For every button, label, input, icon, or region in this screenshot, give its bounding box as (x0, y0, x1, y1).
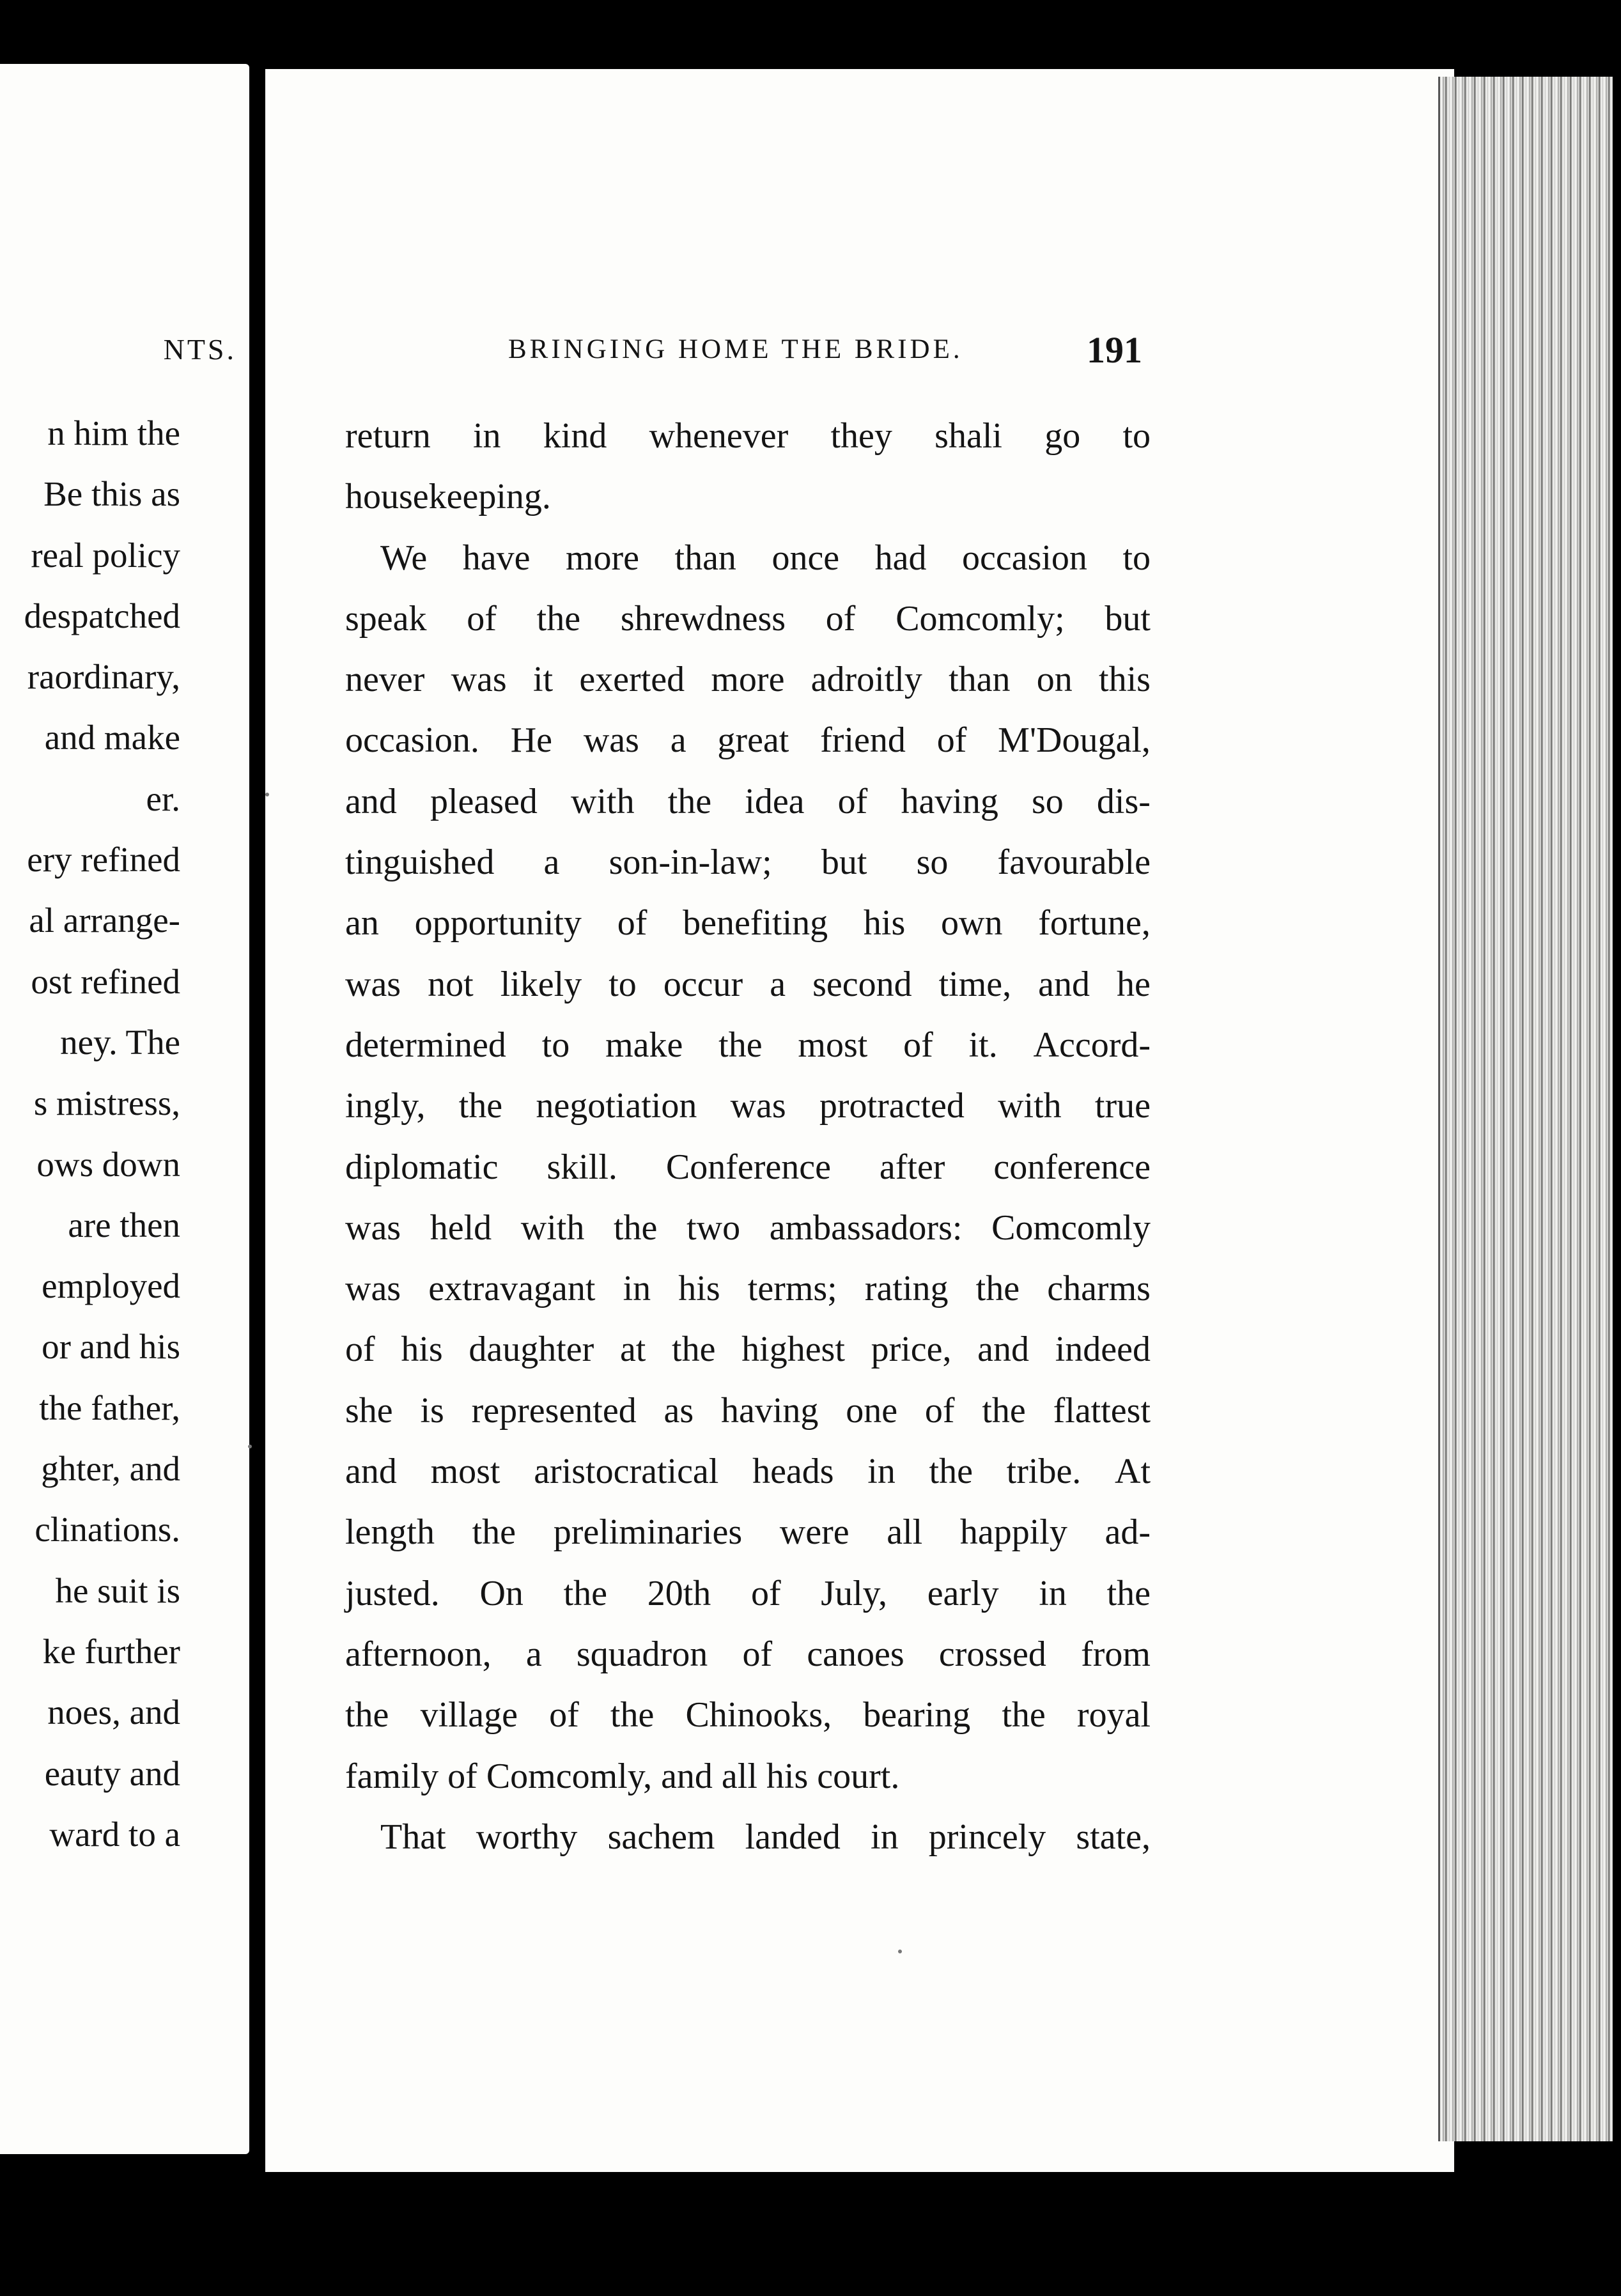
word: happily (959, 1512, 1067, 1553)
text-line (345, 1198, 1151, 1259)
word: village (420, 1695, 518, 1735)
word: ad- (1105, 1512, 1151, 1553)
word: canoes (807, 1634, 904, 1674)
word: terms; (747, 1269, 837, 1309)
word: determined (345, 1025, 506, 1065)
text-line (345, 589, 1151, 649)
left-line: clinations. (35, 1510, 180, 1549)
text-line (345, 893, 1151, 954)
word: true (1094, 1086, 1151, 1126)
left-line: er. (146, 779, 180, 818)
word: an (345, 903, 379, 943)
word: occasion (962, 538, 1087, 578)
word: justed. (345, 1573, 440, 1613)
word: was (583, 720, 639, 761)
word: have (462, 538, 531, 578)
left-line: ghter, and (41, 1449, 180, 1489)
word: never (345, 660, 425, 700)
word: M'Dougal, (998, 720, 1151, 761)
word: aristocratical (534, 1452, 719, 1492)
word: indeed (1055, 1330, 1151, 1370)
word: than (949, 660, 1011, 700)
word: We (380, 538, 428, 578)
word: state, (1076, 1817, 1151, 1857)
left-line: ows down (36, 1144, 180, 1184)
word: occasion. (345, 720, 479, 761)
word: crossed (938, 1634, 1046, 1674)
word: of (837, 781, 868, 821)
word: diplomatic (345, 1147, 499, 1187)
word: but (821, 842, 867, 883)
word: friend (820, 720, 906, 761)
word: as (663, 1390, 694, 1431)
word: landed (745, 1817, 841, 1857)
text-line (345, 1381, 1151, 1441)
word: was (345, 1269, 401, 1309)
word: it (532, 660, 554, 700)
word: in (472, 416, 501, 456)
left-line: are then (68, 1205, 180, 1245)
word: shali (935, 416, 1002, 456)
word: kind (543, 416, 607, 456)
word: son-in-law; (609, 842, 772, 883)
text-line (345, 1807, 1151, 1868)
word: a (543, 842, 560, 883)
left-line: and make (44, 718, 180, 757)
text-line (345, 406, 1151, 467)
word: of (825, 598, 856, 639)
word: to (1122, 416, 1151, 456)
text-line (345, 954, 1151, 1015)
word: not (428, 964, 474, 1004)
word: princely (928, 1817, 1046, 1857)
paper-speck (248, 1445, 252, 1448)
word: his (863, 903, 906, 943)
left-page (0, 64, 249, 2154)
text-line (345, 832, 1151, 893)
word: a (770, 964, 786, 1004)
word: the (718, 1025, 763, 1065)
left-line: ward to a (49, 1814, 180, 1854)
left-line: s mistress, (33, 1083, 180, 1123)
word: he (1117, 964, 1151, 1004)
word: second (812, 964, 912, 1004)
word: to (1122, 538, 1151, 578)
word: it. (968, 1025, 998, 1065)
word: heads (752, 1452, 834, 1492)
word: great (717, 720, 789, 761)
word: flattest (1053, 1390, 1151, 1431)
word: and (977, 1330, 1030, 1370)
word: protracted (819, 1086, 965, 1126)
word: on (1036, 660, 1073, 700)
left-line: real policy (31, 535, 180, 575)
word: ingly, (345, 1086, 426, 1126)
text-line (345, 649, 1151, 710)
left-line: noes, and (47, 1693, 180, 1732)
word: At (1115, 1452, 1151, 1492)
word: Chinooks, (685, 1695, 832, 1735)
word: held (430, 1207, 492, 1248)
word: more (711, 660, 785, 700)
word: conference (993, 1147, 1151, 1187)
text-line (345, 1746, 1151, 1807)
word: of (924, 1390, 955, 1431)
word: was (345, 1207, 401, 1248)
left-line: ney. The (60, 1022, 180, 1062)
word: ambassadors: (769, 1207, 963, 1248)
paper-speck (265, 793, 269, 796)
word: a (670, 720, 686, 761)
word: with (571, 781, 635, 821)
word: than (674, 538, 736, 578)
word: his (401, 1330, 443, 1370)
left-line: despatched (24, 596, 180, 635)
word: in (867, 1452, 896, 1492)
word: preliminaries (553, 1512, 743, 1553)
word: daughter (469, 1330, 594, 1370)
left-line: ery refined (27, 840, 180, 880)
word: of (903, 1025, 933, 1065)
text-line (345, 772, 1151, 832)
word: in (871, 1817, 899, 1857)
word: shrewdness (620, 598, 786, 639)
word: was (730, 1086, 786, 1126)
word: was (451, 660, 507, 700)
line-text: family of Comcomly, and all his court. (345, 1756, 900, 1796)
left-running-head: NTS. (163, 333, 237, 366)
text-line (345, 1319, 1151, 1380)
word: of (549, 1695, 579, 1735)
word: dis- (1096, 781, 1151, 821)
word: length (345, 1512, 435, 1553)
word: opportunity (414, 903, 582, 943)
word: Comcomly (991, 1207, 1151, 1248)
word: tribe. (1006, 1452, 1082, 1492)
word: the (982, 1390, 1026, 1431)
word: his (678, 1269, 720, 1309)
word: the (975, 1269, 1020, 1309)
word: the (458, 1086, 503, 1126)
word: of (345, 1330, 375, 1370)
word: so (916, 842, 949, 883)
word: sachem (607, 1817, 715, 1857)
text-line (345, 1259, 1151, 1319)
word: exerted (579, 660, 685, 700)
word: go (1044, 416, 1081, 456)
text-line (345, 528, 1151, 589)
word: On (479, 1573, 524, 1613)
word: having (721, 1390, 819, 1431)
text-line (345, 1563, 1151, 1624)
word: once (772, 538, 840, 578)
word: idea (745, 781, 805, 821)
word: fortune, (1038, 903, 1151, 943)
word: the (929, 1452, 973, 1492)
word: were (779, 1512, 849, 1553)
word: afternoon, (345, 1634, 492, 1674)
page-edges (1438, 77, 1613, 2141)
word: occur (663, 964, 743, 1004)
word: the (536, 598, 581, 639)
word: one (846, 1390, 898, 1431)
text-line (345, 1502, 1151, 1563)
word: own (941, 903, 1003, 943)
word: charms (1047, 1269, 1151, 1309)
word: adroitly (810, 660, 922, 700)
left-line: employed (42, 1266, 180, 1306)
word: all (887, 1512, 923, 1553)
word: the (563, 1573, 608, 1613)
word: negotiation (536, 1086, 697, 1126)
paper-speck (898, 1950, 902, 1953)
word: and (345, 781, 397, 821)
word: That (380, 1817, 446, 1857)
word: Comcomly; (896, 598, 1065, 639)
word: squadron (576, 1634, 708, 1674)
running-head: BRINGING HOME THE BRIDE. (508, 334, 963, 364)
word: is (420, 1390, 444, 1431)
word: two (686, 1207, 741, 1248)
word: early (927, 1573, 999, 1613)
word: likely (500, 964, 582, 1004)
word: worthy (476, 1817, 578, 1857)
word: from (1081, 1634, 1151, 1674)
word: whenever (649, 416, 789, 456)
word: of (936, 720, 967, 761)
word: the (1106, 1573, 1151, 1613)
word: He (510, 720, 553, 761)
word: a (525, 1634, 542, 1674)
word: of (617, 903, 648, 943)
word: was (345, 964, 401, 1004)
word: at (619, 1330, 646, 1370)
word: the (614, 1207, 658, 1248)
word: she (345, 1390, 393, 1431)
word: after (879, 1147, 945, 1187)
word: had (874, 538, 927, 578)
text-line (345, 710, 1151, 771)
word: with (520, 1207, 585, 1248)
word: Accord- (1033, 1025, 1151, 1065)
word: the (345, 1695, 389, 1735)
left-line: or and his (42, 1327, 180, 1367)
text-line (345, 467, 1151, 527)
right-text-block (345, 406, 1151, 1868)
text-line (345, 1137, 1151, 1198)
word: royal (1076, 1695, 1151, 1735)
left-text-block (0, 403, 180, 1865)
word: and (1038, 964, 1090, 1004)
word: of (750, 1573, 781, 1613)
text-line (345, 1624, 1151, 1685)
left-line: raordinary, (27, 657, 180, 697)
word: pleased (430, 781, 538, 821)
word: 20th (647, 1573, 711, 1613)
left-line: he suit is (55, 1571, 180, 1610)
left-line: the father, (39, 1388, 180, 1427)
left-line: al arrange- (29, 901, 180, 940)
word: July, (821, 1573, 888, 1613)
word: but (1105, 598, 1151, 639)
word: the (1002, 1695, 1046, 1735)
left-line: n him the (47, 414, 180, 453)
word: in (1039, 1573, 1067, 1613)
word: skill. (547, 1147, 617, 1187)
word: Conference (665, 1147, 831, 1187)
text-line (345, 1441, 1151, 1502)
word: bearing (863, 1695, 971, 1735)
line-text: housekeeping. (345, 477, 551, 517)
word: to (541, 1025, 570, 1065)
word: the (667, 781, 712, 821)
text-line (345, 1076, 1151, 1136)
word: this (1099, 660, 1151, 700)
word: most (430, 1452, 500, 1492)
text-line (345, 1685, 1151, 1746)
word: rating (864, 1269, 949, 1309)
word: time, (938, 964, 1012, 1004)
left-line: ke further (42, 1631, 180, 1671)
word: benefiting (683, 903, 828, 943)
word: having (901, 781, 998, 821)
word: favourable (997, 842, 1151, 883)
word: with (998, 1086, 1062, 1126)
word: make (605, 1025, 683, 1065)
word: of (742, 1634, 773, 1674)
word: highest (741, 1330, 845, 1370)
word: the (672, 1330, 716, 1370)
page-number: 191 (1087, 329, 1142, 371)
word: and (345, 1452, 397, 1492)
word: speak (345, 598, 427, 639)
word: extravagant (428, 1269, 596, 1309)
word: in (623, 1269, 651, 1309)
text-line (345, 1015, 1151, 1076)
word: so (1032, 781, 1064, 821)
word: they (830, 416, 892, 456)
word: the (472, 1512, 516, 1553)
word: of (467, 598, 497, 639)
word: represented (471, 1390, 637, 1431)
word: to (609, 964, 637, 1004)
word: more (565, 538, 640, 578)
word: most (798, 1025, 868, 1065)
word: the (610, 1695, 655, 1735)
word: return (345, 416, 431, 456)
left-line: ost refined (31, 961, 180, 1001)
left-line: eauty and (44, 1753, 180, 1793)
left-line: Be this as (43, 474, 180, 514)
word: tinguished (345, 842, 495, 883)
word: price, (871, 1330, 952, 1370)
